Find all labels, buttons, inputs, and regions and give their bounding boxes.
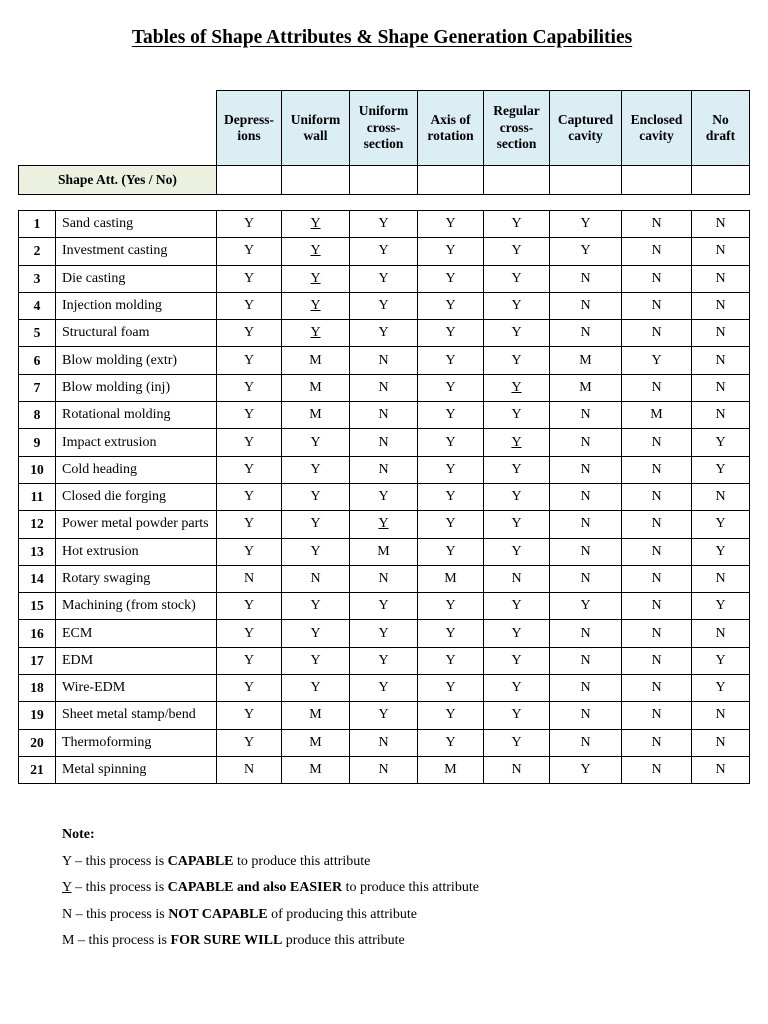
process-name: Hot extrusion [56,538,217,565]
table-row [19,347,750,374]
note-heading: Note: [62,827,95,842]
attribute-value: Y [484,483,550,510]
attribute-value: Y [217,483,282,510]
attribute-value: Y [282,238,350,265]
row-number: 21 [19,756,56,783]
attribute-value: Y [484,265,550,292]
attribute-value: N [484,565,550,592]
process-name: Blow molding (extr) [56,347,217,374]
process-name: Sheet metal stamp/bend [56,702,217,729]
attribute-value: Y [692,538,750,565]
note-text: – this process is [74,933,171,949]
row-number: 11 [19,483,56,510]
attribute-value: Y [282,538,350,565]
row-number: 3 [19,265,56,292]
attribute-value: N [692,729,750,756]
attribute-value: Y [217,347,282,374]
shape-att-cell [484,166,550,195]
page-title: Tables of Shape Attributes & Shape Generation Capabilities [131,27,633,48]
process-name: Rotational molding [56,402,217,429]
attribute-value: N [550,538,622,565]
note-emphasis: FOR SURE WILL [170,933,283,949]
attribute-value: Y [282,320,350,347]
attribute-value: N [692,265,750,292]
attribute-value: N [692,565,750,592]
process-name: Machining (from stock) [56,593,217,620]
attribute-value: N [692,320,750,347]
attribute-value: Y [217,320,282,347]
attribute-value: Y [217,729,282,756]
attribute-value: N [622,238,692,265]
attribute-value: N [692,483,750,510]
attribute-header: Axis of rotation [418,91,484,166]
attribute-value: N [622,593,692,620]
attribute-value: Y [418,483,484,510]
table-row [19,238,750,265]
attribute-value: Y [484,238,550,265]
note-text: – this process is [71,880,168,896]
row-number: 15 [19,593,56,620]
attribute-value: Y [418,729,484,756]
attribute-value: N [622,565,692,592]
attribute-value: Y [217,593,282,620]
attribute-value: Y [418,265,484,292]
attribute-value: Y [484,593,550,620]
attribute-value: Y [484,620,550,647]
attribute-value: Y [350,647,418,674]
attribute-value: N [622,647,692,674]
attribute-value: Y [350,238,418,265]
attribute-value: N [550,511,622,538]
attribute-value: N [350,429,418,456]
attribute-value: Y [217,702,282,729]
attribute-value: N [622,292,692,319]
attribute-value: Y [692,647,750,674]
note-line [62,849,479,876]
attribute-value: N [484,756,550,783]
attribute-value: Y [484,211,550,238]
process-name: Die casting [56,265,217,292]
attribute-value: Y [418,620,484,647]
attribute-value: N [550,402,622,429]
attribute-value: Y [692,429,750,456]
attribute-value: Y [418,292,484,319]
process-name: Sand casting [56,211,217,238]
attribute-value: Y [418,647,484,674]
attribute-value: Y [217,374,282,401]
row-number: 13 [19,538,56,565]
table-row [19,702,750,729]
attribute-value: N [217,756,282,783]
note-text: produce this attribute [282,933,405,949]
note-emphasis: NOT CAPABLE [168,906,268,922]
row-number: 18 [19,675,56,702]
process-table [18,210,750,784]
table-row [19,511,750,538]
attribute-value: N [550,320,622,347]
attribute-value: N [692,702,750,729]
attribute-value: Y [350,292,418,319]
attribute-value: Y [692,675,750,702]
attribute-value: M [282,347,350,374]
shape-att-cell [622,166,692,195]
process-name: Injection molding [56,292,217,319]
attribute-value: N [692,211,750,238]
table-row [19,675,750,702]
process-name: Metal spinning [56,756,217,783]
attribute-value: N [550,429,622,456]
note-text: – this process is [71,853,168,869]
attribute-value: N [282,565,350,592]
attribute-value: Y [418,702,484,729]
attribute-value: M [282,374,350,401]
attribute-value: M [282,729,350,756]
row-number: 17 [19,647,56,674]
attribute-value: N [350,756,418,783]
attribute-value: Y [418,593,484,620]
attribute-value: N [350,456,418,483]
attribute-value: Y [418,511,484,538]
attribute-value: M [282,402,350,429]
table-row [19,565,750,592]
table-row [19,620,750,647]
note-emphasis: CAPABLE and also EASIER [167,880,343,896]
attribute-value: Y [550,756,622,783]
attribute-value: Y [418,402,484,429]
row-number: 5 [19,320,56,347]
attribute-value: Y [418,347,484,374]
attribute-value: N [550,265,622,292]
note-symbol: N [62,906,73,922]
attribute-value: N [692,620,750,647]
attribute-value: Y [418,211,484,238]
shape-att-cell [692,166,750,195]
attribute-value: Y [692,593,750,620]
attribute-value: Y [484,347,550,374]
attribute-value: N [622,265,692,292]
row-number: 14 [19,565,56,592]
attribute-value: Y [418,538,484,565]
attribute-value: Y [282,456,350,483]
note-line [62,928,479,955]
table-row [19,429,750,456]
attribute-value: Y [217,211,282,238]
attribute-value: N [622,429,692,456]
legend-note [62,822,479,955]
shape-att-label: Shape Att. (Yes / No) [19,166,217,195]
table-row [19,456,750,483]
attribute-value: Y [282,483,350,510]
attribute-header: Uniform wall [282,91,350,166]
attribute-header: Uniform cross- section [350,91,418,166]
process-name: Wire-EDM [56,675,217,702]
table-row [19,647,750,674]
attribute-value: Y [217,647,282,674]
process-name: Cold heading [56,456,217,483]
attribute-value: Y [282,675,350,702]
attribute-header: No draft [692,91,750,166]
attribute-value: N [692,374,750,401]
attribute-value: Y [282,620,350,647]
attribute-value: N [350,565,418,592]
attribute-value: Y [282,211,350,238]
note-emphasis: CAPABLE [167,853,234,869]
table-row [19,729,750,756]
attribute-value: Y [282,265,350,292]
attribute-value: Y [418,238,484,265]
attribute-value: Y [217,538,282,565]
attribute-value: Y [350,593,418,620]
attribute-value: Y [282,429,350,456]
attribute-value: Y [282,292,350,319]
attribute-value: N [692,292,750,319]
shape-att-cell [550,166,622,195]
attribute-value: N [692,238,750,265]
attribute-value: N [550,292,622,319]
attribute-header: Enclosed cavity [622,91,692,166]
process-name: EDM [56,647,217,674]
process-name: Power metal powder parts [56,511,217,538]
attribute-value: N [350,374,418,401]
process-name: Impact extrusion [56,429,217,456]
attribute-header: Regular cross- section [484,91,550,166]
attribute-value: N [550,620,622,647]
row-number: 6 [19,347,56,374]
attribute-value: Y [217,620,282,647]
attribute-value: Y [622,347,692,374]
attribute-value: M [550,347,622,374]
attribute-value: M [622,402,692,429]
note-symbol: Y [62,880,72,896]
attribute-value: N [350,347,418,374]
attribute-value: N [622,702,692,729]
attribute-value: M [418,756,484,783]
attribute-value: N [217,565,282,592]
table-row [19,538,750,565]
row-number: 12 [19,511,56,538]
process-name: ECM [56,620,217,647]
process-name: Investment casting [56,238,217,265]
attribute-value: N [622,538,692,565]
attribute-value: Y [692,456,750,483]
attribute-value: Y [350,675,418,702]
table-row [19,211,750,238]
row-number: 19 [19,702,56,729]
attribute-value: Y [282,511,350,538]
table-row [19,483,750,510]
note-text: to produce this attribute [233,853,371,869]
row-number: 16 [19,620,56,647]
process-name: Structural foam [56,320,217,347]
table-row [19,374,750,401]
attribute-value: M [282,702,350,729]
attribute-value: N [622,511,692,538]
shape-att-cell [350,166,418,195]
attribute-value: N [550,675,622,702]
attribute-value: Y [484,292,550,319]
attribute-value: N [692,347,750,374]
attribute-value: Y [217,238,282,265]
attribute-value: N [622,675,692,702]
attribute-value: Y [484,647,550,674]
attribute-value: Y [484,429,550,456]
attribute-value: N [692,756,750,783]
row-number: 9 [19,429,56,456]
attribute-value: N [550,729,622,756]
attribute-value: Y [350,620,418,647]
table-row [19,320,750,347]
process-name: Thermoforming [56,729,217,756]
attribute-value: Y [217,265,282,292]
attribute-value: Y [484,374,550,401]
shape-att-cell [217,166,282,195]
attribute-value: Y [418,429,484,456]
row-number: 20 [19,729,56,756]
attribute-value: Y [418,374,484,401]
row-number: 1 [19,211,56,238]
table-row [19,593,750,620]
note-symbol: Y [62,853,72,869]
attribute-value: N [622,483,692,510]
attribute-value: Y [484,511,550,538]
attribute-value: Y [550,238,622,265]
attribute-value: Y [282,647,350,674]
attribute-value: M [350,538,418,565]
attribute-value: N [622,456,692,483]
attribute-value: N [622,729,692,756]
attribute-value: Y [484,729,550,756]
attribute-value: Y [692,511,750,538]
attribute-value: N [622,211,692,238]
attribute-value: Y [350,511,418,538]
attribute-value: Y [217,675,282,702]
attribute-value: Y [350,211,418,238]
attribute-value: Y [484,402,550,429]
attribute-header-table [18,90,750,195]
note-symbol: M [62,933,75,949]
note-text: to produce this attribute [342,880,479,896]
shape-att-cell [282,166,350,195]
attribute-value: N [550,647,622,674]
attribute-value: N [550,483,622,510]
attribute-value: N [550,456,622,483]
attribute-value: Y [350,483,418,510]
process-name: Blow molding (inj) [56,374,217,401]
attribute-value: Y [418,320,484,347]
attribute-value: Y [217,429,282,456]
attribute-value: N [622,620,692,647]
process-name: Rotary swaging [56,565,217,592]
attribute-value: Y [484,456,550,483]
table-row [19,292,750,319]
attribute-value: N [622,756,692,783]
attribute-value: N [550,702,622,729]
attribute-value: Y [484,675,550,702]
attribute-value: Y [350,702,418,729]
attribute-value: N [350,402,418,429]
note-line [62,875,479,902]
shape-att-cell [418,166,484,195]
attribute-value: Y [350,265,418,292]
note-text: – this process is [72,906,169,922]
row-number: 7 [19,374,56,401]
row-number: 4 [19,292,56,319]
attribute-value: Y [484,538,550,565]
note-line [62,902,479,929]
attribute-value: Y [484,320,550,347]
attribute-value: N [350,729,418,756]
table-row [19,756,750,783]
attribute-value: M [418,565,484,592]
attribute-value: N [622,374,692,401]
attribute-header: Depress- ions [217,91,282,166]
process-name: Closed die forging [56,483,217,510]
attribute-value: Y [484,702,550,729]
row-number: 2 [19,238,56,265]
attribute-value: Y [350,320,418,347]
attribute-value: N [622,320,692,347]
attribute-value: Y [418,675,484,702]
table-row [19,402,750,429]
attribute-value: Y [217,456,282,483]
attribute-value: Y [217,292,282,319]
attribute-value: Y [282,593,350,620]
attribute-value: M [550,374,622,401]
attribute-value: Y [550,211,622,238]
attribute-header: Captured cavity [550,91,622,166]
attribute-value: M [282,756,350,783]
row-number: 8 [19,402,56,429]
header-spacer [19,91,217,166]
note-text: of producing this attribute [267,906,417,922]
attribute-value: Y [550,593,622,620]
attribute-value: Y [217,402,282,429]
attribute-value: N [692,402,750,429]
row-number: 10 [19,456,56,483]
table-row [19,265,750,292]
attribute-value: N [550,565,622,592]
attribute-value: Y [217,511,282,538]
attribute-value: Y [418,456,484,483]
